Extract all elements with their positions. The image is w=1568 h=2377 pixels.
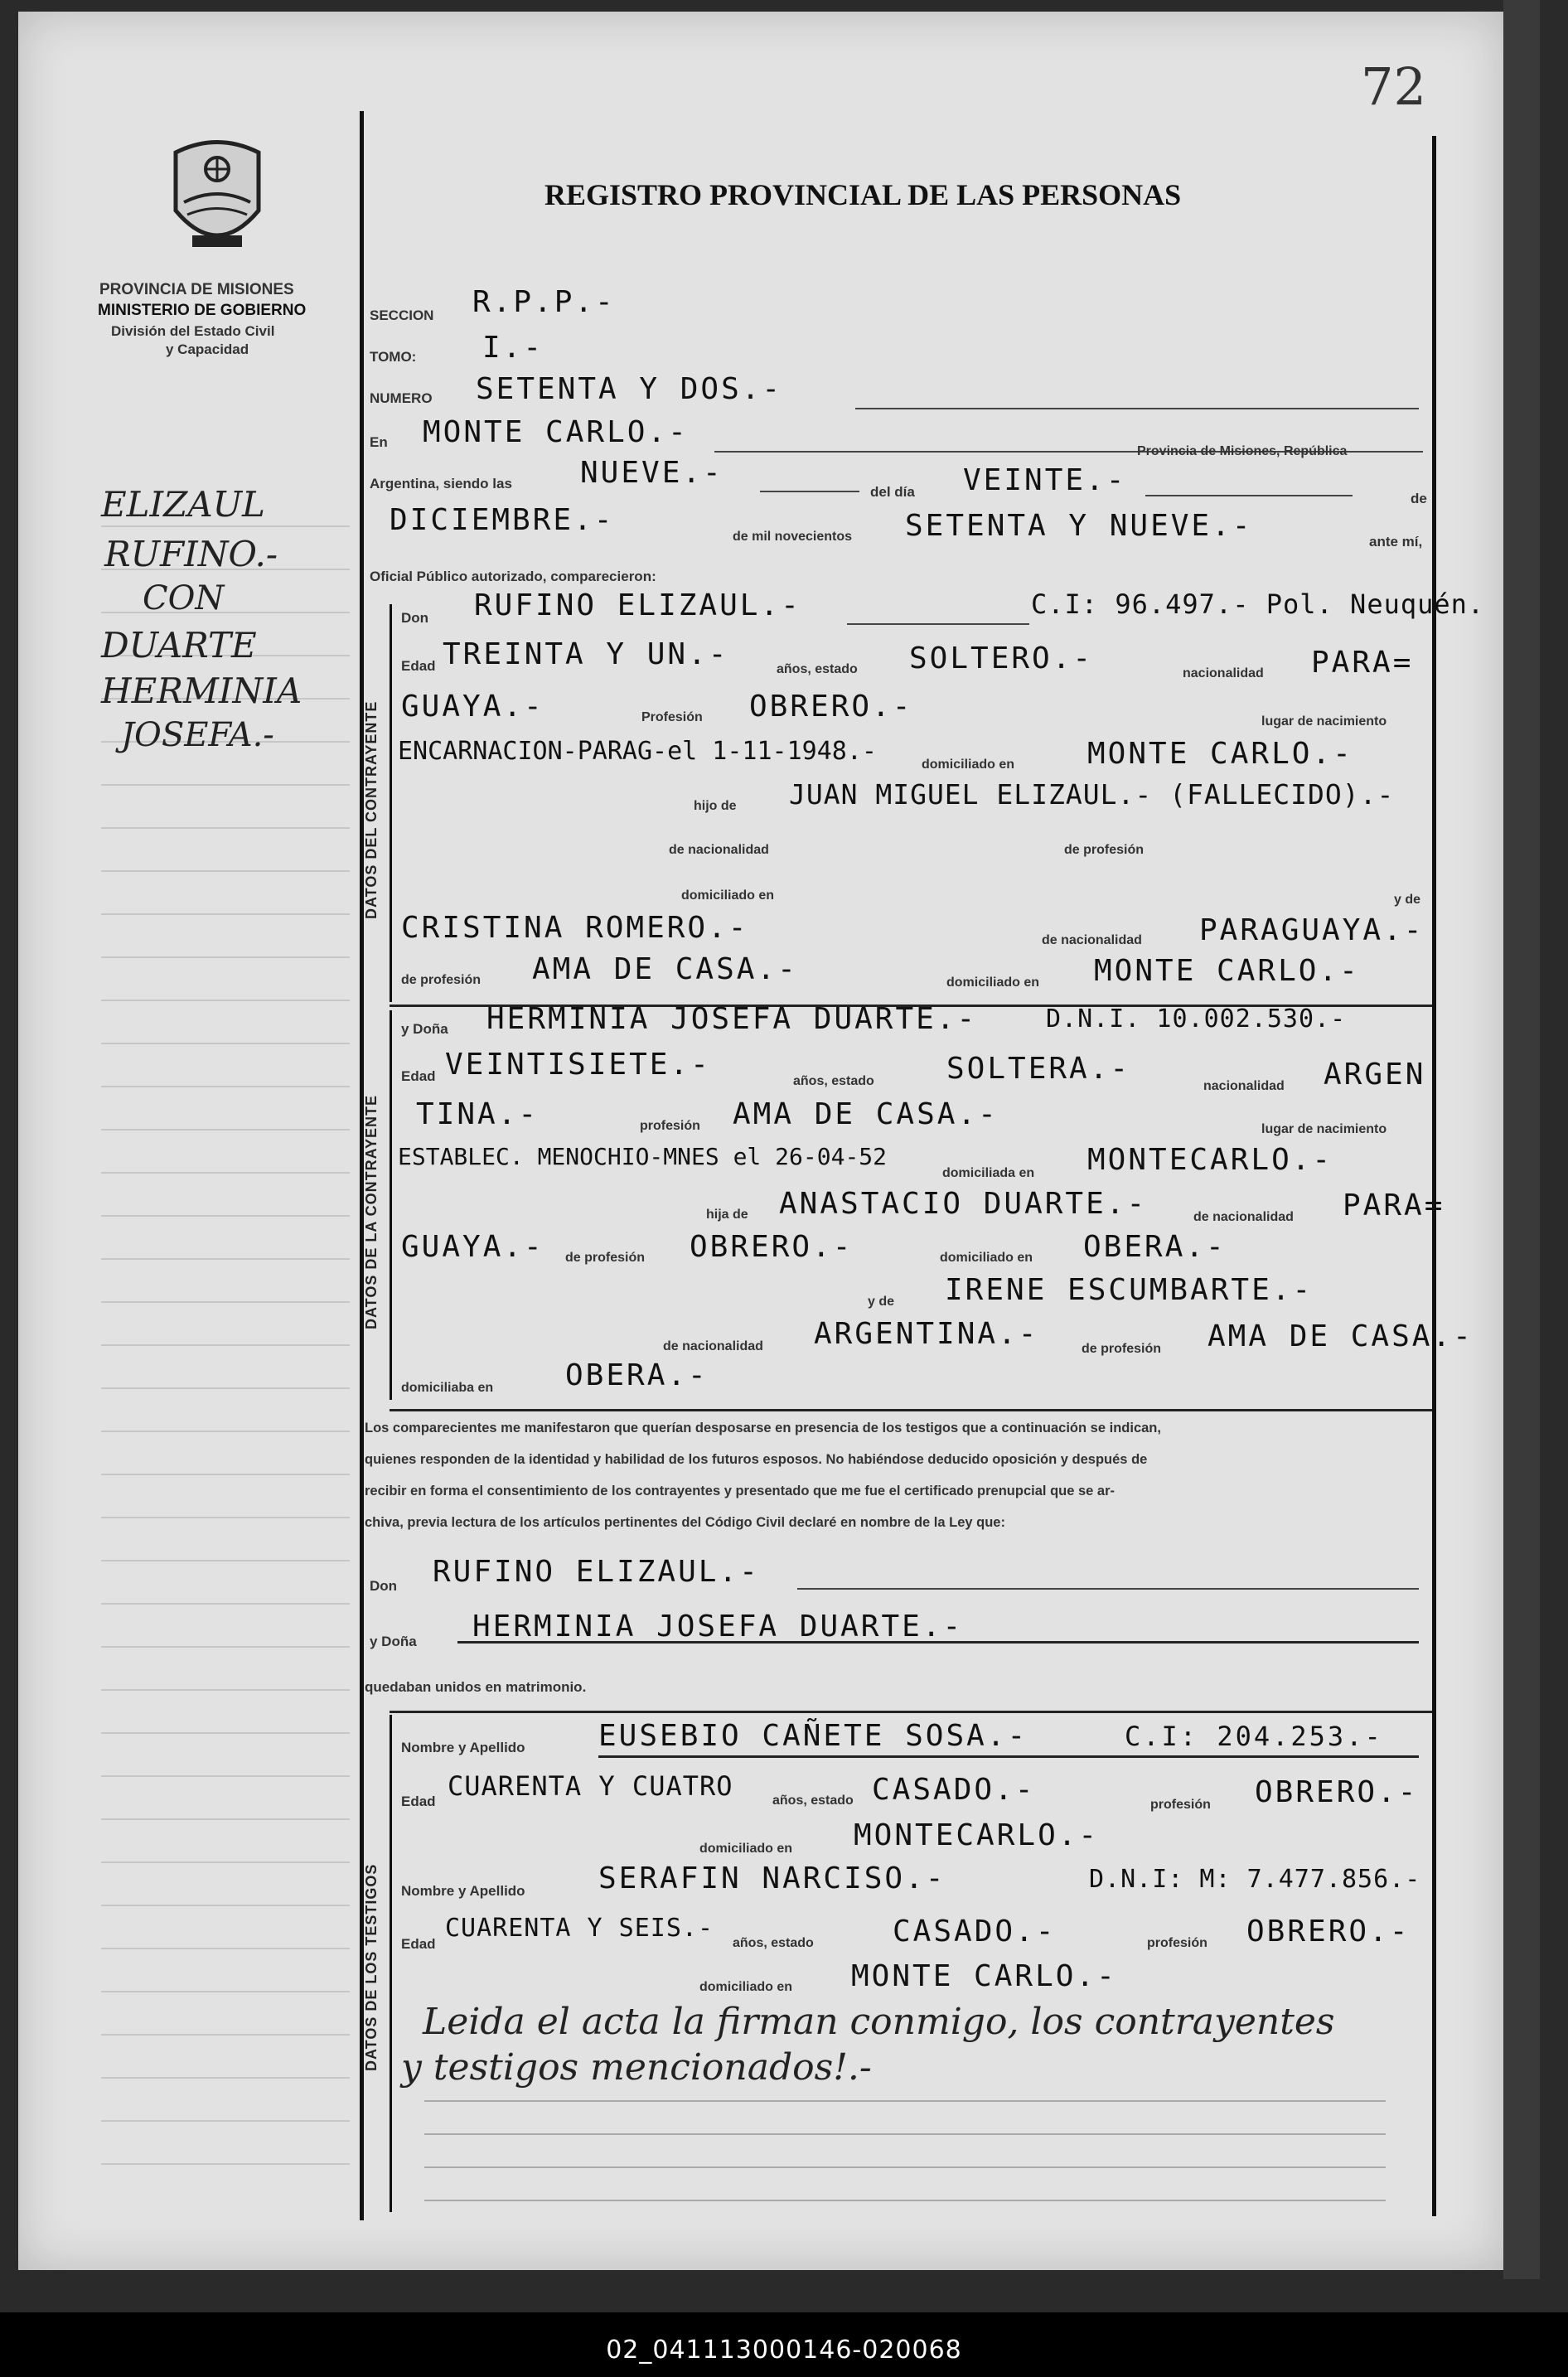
contrayente-f-estado: SOLTERA.- bbox=[946, 1052, 1131, 1086]
page-title: REGISTRO PROVINCIAL DE LAS PERSONAS bbox=[544, 178, 1182, 211]
t1-anios-label: años, estado bbox=[772, 1794, 854, 1808]
contrayente-f-padre: ANASTACIO DUARTE.- bbox=[779, 1187, 1148, 1221]
section-label-testigos: DATOS DE LOS TESTIGOS bbox=[363, 1863, 380, 2071]
contrayente-f-edad: VEINTISIETE.- bbox=[445, 1048, 711, 1082]
t1-prof-label: profesión bbox=[1150, 1798, 1211, 1812]
margin-ruled-line bbox=[101, 913, 350, 915]
declaracion-line-3: recibir en forma el consentimiento de los contrayentes y presentado que me fue el certificado prenupcial que se ar- bbox=[365, 1484, 1116, 1498]
margin-ruled-line bbox=[101, 1948, 350, 1949]
margin-note-1: ELIZAUL bbox=[101, 484, 265, 525]
section-rule-contrayente bbox=[390, 604, 392, 1002]
contrayente-estado: SOLTERO.- bbox=[909, 641, 1094, 675]
contrayente-f-profesion: AMA DE CASA.- bbox=[733, 1097, 999, 1131]
t2-edad-label: Edad bbox=[401, 1936, 436, 1952]
contrayente-f-madre-profesion: AMA DE CASA.- bbox=[1207, 1319, 1474, 1353]
lugar-value: MONTE CARLO.- bbox=[423, 415, 689, 449]
de-label: de bbox=[1411, 491, 1427, 506]
margin-ruled-line bbox=[101, 1732, 350, 1734]
f-madre-dom-label: domiciliaba en bbox=[401, 1381, 494, 1395]
testigo-1-documento: C.I: 204.253.- bbox=[1125, 1721, 1383, 1752]
union-don-line bbox=[797, 1588, 1419, 1591]
margin-ruled-line bbox=[101, 1258, 350, 1260]
contrayente-madre-nacionalidad: PARAGUAYA.- bbox=[1199, 913, 1425, 947]
testigo-1-profesion: OBRERO.- bbox=[1255, 1775, 1419, 1809]
t2-nombre-label: Nombre y Apellido bbox=[401, 1883, 525, 1899]
t1-nombre-label: Nombre y Apellido bbox=[401, 1740, 525, 1755]
tomo-value: I.- bbox=[482, 331, 544, 365]
margin-ruled-line bbox=[101, 1129, 350, 1130]
testigo-1-domicilio: MONTECARLO.- bbox=[854, 1818, 1100, 1852]
f-edad-label: Edad bbox=[401, 1068, 436, 1084]
del-dia-label: del día bbox=[870, 484, 915, 500]
margin-ruled-line bbox=[101, 1215, 350, 1217]
f-domiciliada-label: domiciliada en bbox=[942, 1166, 1035, 1180]
contrayente-f-madre-nacionalidad: ARGENTINA.- bbox=[814, 1317, 1039, 1351]
numero-line bbox=[855, 408, 1419, 411]
t1-edad-label: Edad bbox=[401, 1794, 436, 1809]
ministry-name: MINISTERIO DE GOBIERNO bbox=[98, 302, 307, 319]
hijo-label: hijo de bbox=[694, 799, 737, 813]
margin-ruled-line bbox=[101, 1344, 350, 1346]
dia-value: VEINTE.- bbox=[963, 463, 1127, 497]
anios-estado-label: años, estado bbox=[777, 662, 858, 676]
nacionalidad-label: nacionalidad bbox=[1183, 666, 1264, 680]
profesion-label: Profesión bbox=[641, 710, 703, 724]
contrayente-nombre: RUFINO ELIZAUL.- bbox=[474, 588, 801, 622]
seccion-label: SECCION bbox=[370, 307, 434, 323]
t2-dom-label: domiciliado en bbox=[699, 1980, 793, 1994]
t1-dom-label: domiciliado en bbox=[699, 1842, 793, 1856]
oficial-text: Oficial Público autorizado, comparecieron: bbox=[370, 569, 656, 584]
page-number: 72 bbox=[1361, 56, 1426, 117]
testigo-2-profesion: OBRERO.- bbox=[1246, 1915, 1411, 1949]
quedaban-text: quedaban unidos en matrimonio. bbox=[365, 1679, 587, 1695]
contrayente-domicilio: MONTE CARLO.- bbox=[1087, 737, 1353, 771]
contrayente-f-padre-profesion: OBRERO.- bbox=[690, 1230, 854, 1264]
domiciliado-label-2: domiciliado en bbox=[681, 888, 775, 903]
numero-value: SETENTA Y DOS.- bbox=[476, 372, 783, 406]
f-y-de-label: y de bbox=[868, 1295, 895, 1309]
f-padre-dom-label: domiciliado en bbox=[940, 1251, 1033, 1265]
en-label: En bbox=[370, 434, 388, 450]
de-nacionalidad-label: de nacionalidad bbox=[669, 843, 769, 857]
dona-label: y Doña bbox=[401, 1021, 448, 1037]
margin-ruled-line bbox=[101, 1689, 350, 1691]
province-name: PROVINCIA DE MISIONES bbox=[99, 281, 294, 298]
margin-ruled-line bbox=[101, 2120, 350, 2122]
contrayente-f-nacionalidad-1: ARGEN bbox=[1324, 1058, 1426, 1092]
contrayente-f-padre-nac-1: PARA= bbox=[1343, 1188, 1445, 1222]
contrayente-f-documento: D.N.I. 10.002.530.- bbox=[1046, 1005, 1347, 1034]
cierre-line-2: y testigos mencionados!.- bbox=[401, 2046, 872, 2089]
t1-line bbox=[598, 1755, 1419, 1760]
union-dona-label: y Doña bbox=[370, 1634, 417, 1649]
separator-3 bbox=[390, 1711, 1432, 1713]
margin-ruled-line bbox=[101, 784, 350, 786]
contrayente-f-padre-domicilio: OBERA.- bbox=[1083, 1230, 1227, 1264]
form-right-rule bbox=[1432, 136, 1436, 2216]
separator-2 bbox=[390, 1409, 1432, 1411]
union-dona: HERMINIA JOSEFA DUARTE.- bbox=[472, 1610, 964, 1644]
book-spine bbox=[1503, 0, 1540, 2279]
division-line-1: División del Estado Civil bbox=[111, 323, 275, 339]
cierre-line-1: Leida el acta la firman conmigo, los contrayentes bbox=[423, 2001, 1335, 2043]
testigo-2-domicilio: MONTE CARLO.- bbox=[851, 1959, 1117, 1993]
margin-ruled-line bbox=[101, 1172, 350, 1174]
margin-ruled-line bbox=[101, 1517, 350, 1518]
contrayente-padre: JUAN MIGUEL ELIZAUL.- (FALLECIDO).- bbox=[789, 778, 1395, 811]
declaracion-line-1: Los comparecientes me manifestaron que querían desposarse en presencia de los testigos que a continuación se indican, bbox=[365, 1421, 1161, 1435]
provincial-seal-icon bbox=[159, 136, 275, 260]
margin-note-4: DUARTE bbox=[101, 625, 257, 666]
f-padre-prof-label: de profesión bbox=[565, 1251, 646, 1265]
contrayente-edad: TREINTA Y UN.- bbox=[443, 637, 729, 671]
f-madre-prof-label: de profesión bbox=[1082, 1342, 1162, 1356]
blank-ruled-line bbox=[424, 2133, 1386, 2135]
f-padre-nac-label: de nacionalidad bbox=[1193, 1210, 1294, 1224]
margin-note-5: HERMINIA bbox=[101, 670, 302, 711]
hija-label: hija de bbox=[706, 1208, 748, 1222]
margin-ruled-line bbox=[101, 2077, 350, 2079]
blank-ruled-line bbox=[424, 2100, 1386, 2102]
margin-note-2: RUFINO.- bbox=[104, 534, 278, 574]
section-label-contrayente: DATOS DEL CONTRAYENTE bbox=[363, 700, 380, 919]
margin-ruled-line bbox=[101, 956, 350, 958]
margin-ruled-line bbox=[101, 1043, 350, 1044]
seccion-value: R.P.P.- bbox=[472, 285, 616, 319]
margin-ruled-line bbox=[101, 870, 350, 872]
madre-domicilio-label: domiciliado en bbox=[946, 975, 1040, 990]
contrayente-madre: CRISTINA ROMERO.- bbox=[401, 911, 749, 945]
margin-ruled-line bbox=[101, 525, 350, 527]
margin-ruled-line bbox=[101, 612, 350, 613]
contrayente-nacimiento: ENCARNACION-PARAG-el 1-11-1948.- bbox=[398, 737, 877, 766]
ante-mi-label: ante mí, bbox=[1369, 534, 1423, 549]
contrayente-f-padre-nac-2: GUAYA.- bbox=[401, 1230, 544, 1264]
hora-value: NUEVE.- bbox=[580, 456, 724, 490]
margin-ruled-line bbox=[101, 1775, 350, 1777]
margin-ruled-line bbox=[101, 1905, 350, 1906]
section-rule-contrayente-f bbox=[390, 1010, 392, 1400]
contrayente-madre-profesion: AMA DE CASA.- bbox=[532, 952, 798, 986]
y-de-label: y de bbox=[1394, 893, 1421, 907]
testigo-1-estado: CASADO.- bbox=[872, 1773, 1036, 1807]
declaracion-line-4: chiva, previa lectura de los artículos pertinentes del Código Civil declaré en nombre de la Ley que: bbox=[365, 1515, 1005, 1530]
f-lugar-nacimiento-label: lugar de nacimiento bbox=[1261, 1122, 1387, 1136]
tomo-label: TOMO: bbox=[370, 349, 417, 365]
register-page bbox=[18, 12, 1503, 2270]
margin-ruled-line bbox=[101, 1086, 350, 1087]
margin-ruled-line bbox=[101, 2163, 350, 2165]
f-nacionalidad-label: nacionalidad bbox=[1203, 1079, 1285, 1093]
contrayente-profesion: OBRERO.- bbox=[749, 690, 913, 724]
section-rule-testigos bbox=[390, 1715, 392, 2212]
f-madre-nac-label: de nacionalidad bbox=[663, 1339, 763, 1353]
document-id: 02_041113000146-020068 bbox=[606, 2336, 962, 2365]
anio-value: SETENTA Y NUEVE.- bbox=[905, 509, 1253, 543]
margin-ruled-line bbox=[101, 827, 350, 829]
contrayente-nacionalidad-1: PARA= bbox=[1311, 646, 1414, 680]
contrayente-f-nacionalidad-2: TINA.- bbox=[416, 1097, 540, 1131]
testigo-2-edad: CUARENTA Y SEIS.- bbox=[445, 1914, 714, 1943]
margin-ruled-line bbox=[101, 1474, 350, 1475]
section-label-contrayente-f: DATOS DE LA CONTRAYENTE bbox=[363, 1094, 380, 1329]
margin-ruled-line bbox=[101, 1431, 350, 1432]
don-label: Don bbox=[401, 610, 429, 626]
testigo-1-nombre: EUSEBIO CAÑETE SOSA.- bbox=[598, 1719, 1028, 1753]
contrayente-documento: C.I: 96.497.- Pol. Neuquén. bbox=[1031, 588, 1485, 620]
contrayente-f-domicilio: MONTECARLO.- bbox=[1087, 1143, 1333, 1177]
margin-ruled-line bbox=[101, 1301, 350, 1303]
margin-ruled-line bbox=[101, 1560, 350, 1561]
argentina-text: Argentina, siendo las bbox=[370, 476, 512, 491]
margin-ruled-line bbox=[101, 1991, 350, 1992]
numero-label: NUMERO bbox=[370, 390, 433, 406]
don-line bbox=[847, 623, 1029, 627]
division-line-2: y Capacidad bbox=[166, 341, 249, 357]
t2-anios-label: años, estado bbox=[733, 1936, 814, 1950]
testigo-2-nombre: SERAFIN NARCISO.- bbox=[598, 1861, 946, 1895]
margin-ruled-line bbox=[101, 1818, 350, 1820]
testigo-1-edad: CUARENTA Y CUATRO bbox=[448, 1770, 733, 1802]
margin-ruled-line bbox=[101, 1603, 350, 1605]
mil-novecientos-label: de mil novecientos bbox=[733, 530, 853, 544]
margin-note-3: CON bbox=[143, 579, 225, 617]
de-profesion-label: de profesión bbox=[1064, 843, 1145, 857]
lugar-nacimiento-label: lugar de nacimiento bbox=[1261, 714, 1387, 729]
mes-value: DICIEMBRE.- bbox=[390, 503, 615, 537]
contrayente-f-nacimiento: ESTABLEC. MENOCHIO-MNES el 26-04-52 bbox=[398, 1143, 888, 1170]
margin-ruled-line bbox=[101, 2034, 350, 2036]
madre-profesion-label: de profesión bbox=[401, 973, 482, 987]
dia-line bbox=[1145, 495, 1353, 498]
contrayente-madre-domicilio: MONTE CARLO.- bbox=[1094, 954, 1360, 988]
margin-ruled-line bbox=[101, 1387, 350, 1389]
domiciliado-label: domiciliado en bbox=[922, 758, 1015, 772]
testigo-2-estado: CASADO.- bbox=[893, 1915, 1057, 1949]
declaracion-line-2: quienes responden de la identidad y habilidad de los futuros esposos. No habiéndose deducido oposición y después de bbox=[365, 1452, 1148, 1467]
union-don-label: Don bbox=[370, 1578, 398, 1594]
margin-ruled-line bbox=[101, 1000, 350, 1001]
f-anios-estado-label: años, estado bbox=[793, 1074, 874, 1088]
contrayente-f-nombre: HERMINIA JOSEFA DUARTE.- bbox=[486, 1002, 978, 1036]
contrayente-f-madre-domicilio: OBERA.- bbox=[565, 1358, 709, 1392]
edad-label: Edad bbox=[401, 658, 436, 674]
t2-prof-label: profesión bbox=[1147, 1936, 1207, 1950]
f-profesion-label: profesión bbox=[640, 1119, 700, 1133]
madre-nacionalidad-label: de nacionalidad bbox=[1042, 933, 1142, 947]
provincia-text: Provincia de Misiones, República bbox=[1137, 444, 1348, 458]
margin-ruled-line bbox=[101, 1646, 350, 1648]
blank-ruled-line bbox=[424, 2166, 1386, 2168]
hora-line bbox=[760, 491, 859, 494]
testigo-2-documento: D.N.I: M: 7.477.856.- bbox=[1089, 1865, 1421, 1894]
margin-ruled-line bbox=[101, 1861, 350, 1863]
union-don: RUFINO ELIZAUL.- bbox=[433, 1555, 760, 1589]
union-dona-line bbox=[457, 1641, 1419, 1645]
margin-note-6: JOSEFA.- bbox=[121, 716, 274, 754]
contrayente-f-madre: IRENE ESCUMBARTE.- bbox=[945, 1273, 1314, 1307]
contrayente-nacionalidad-2: GUAYA.- bbox=[401, 690, 544, 724]
blank-ruled-line bbox=[424, 2200, 1386, 2201]
